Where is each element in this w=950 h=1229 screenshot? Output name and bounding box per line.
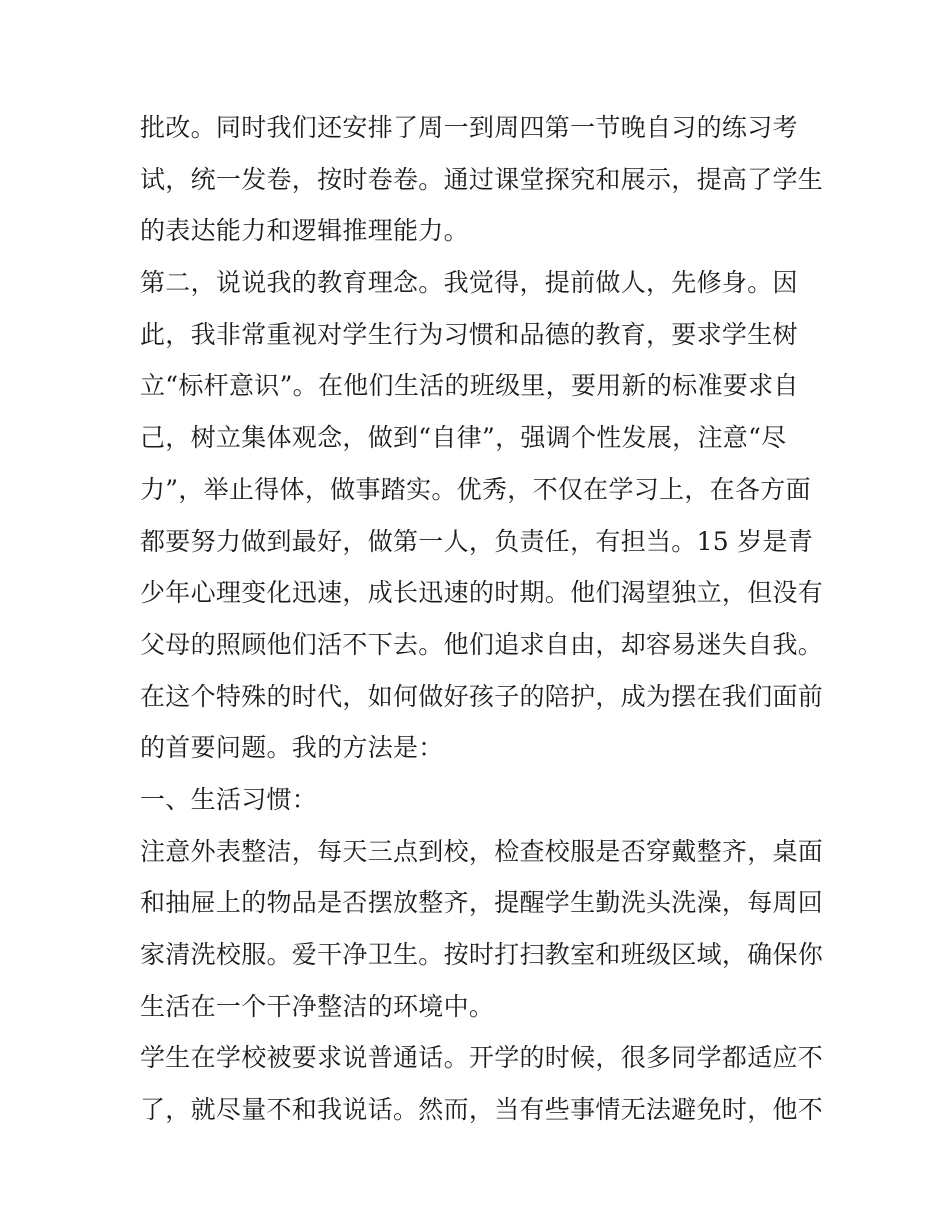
text-line: 父母的照顾他们活不下去。他们追求自由，却容易迷失自我。 xyxy=(140,629,824,659)
text-line: 都要努力做到最好，做第一人，负责任，有担当。15 岁是青 xyxy=(140,526,814,556)
text-line: 此，我非常重视对学生行为习惯和品德的教育，要求学生树 xyxy=(140,319,798,349)
text-line: 批改。同时我们还安排了周一到周四第一节晚自习的练习考 xyxy=(140,113,798,142)
text-line: 和抽屉上的物品是否摆放整齐，提醒学生勤洗头洗澡，每周回 xyxy=(140,888,824,918)
text-line: 了，就尽量不和我说话。然而，当有些事情无法避免时，他不 xyxy=(140,1095,824,1125)
text-line: 试，统一发卷，按时卷卷。通过课堂探究和展示，提高了学生 xyxy=(140,164,824,194)
text-line: 家清洗校服。爱干净卫生。按时打扫教室和班级区域，确保你 xyxy=(140,940,824,969)
text-line: 生活在一个干净整洁的环境中。 xyxy=(140,991,495,1021)
text-line: 力”，举止得体，做事踏实。优秀，不仅在学习上，在各方面 xyxy=(140,474,811,504)
text-line: 注意外表整洁，每天三点到校，检查校服是否穿戴整齐，桌面 xyxy=(140,836,824,866)
text-line: 在这个特殊的时代，如何做好孩子的陪护，成为摆在我们面前 xyxy=(140,681,824,711)
section-heading: 一、生活习惯： xyxy=(140,784,318,814)
text-line: 学生在学校被要求说普通话。开学的时候，很多同学都适应不 xyxy=(140,1043,824,1073)
text-line: 立“标杆意识”。在他们生活的班级里，要用新的标准要求自 xyxy=(140,371,799,401)
text-line: 少年心理变化迅速，成长迅速的时期。他们渴望独立，但没有 xyxy=(140,578,824,608)
text-line: 第二，说说我的教育理念。我觉得，提前做人，先修身。因 xyxy=(140,268,798,298)
text-line: 的首要问题。我的方法是： xyxy=(140,733,444,763)
document-body xyxy=(140,102,824,1136)
text-line: 的表达能力和逻辑推理能力。 xyxy=(140,216,469,246)
text-line: 己，树立集体观念，做到“自律”，强调个性发展，注意“尽 xyxy=(140,423,787,453)
